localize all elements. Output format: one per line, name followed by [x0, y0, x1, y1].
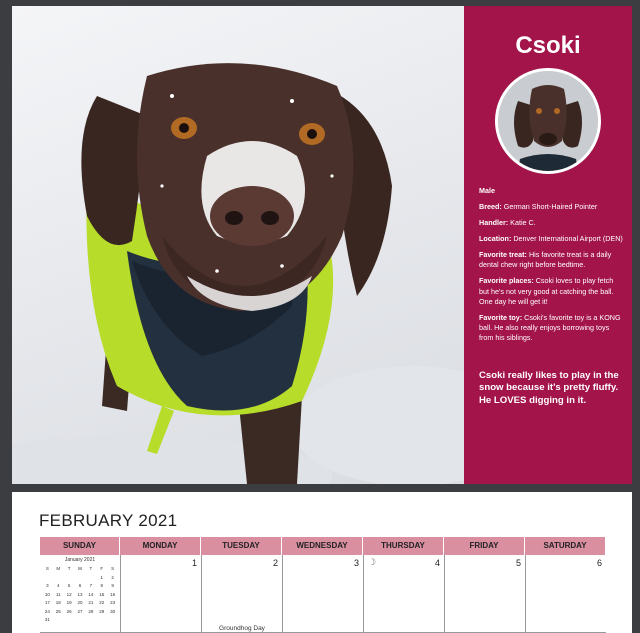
- day-cell[interactable]: [201, 555, 282, 633]
- mini-day: 7: [89, 583, 93, 588]
- mini-calendar-title: January 2021: [64, 557, 96, 563]
- mini-day: [107, 616, 118, 625]
- mini-day: [53, 574, 64, 583]
- day-header-tuesday: TUESDAY: [201, 537, 282, 555]
- mini-day: 27: [77, 608, 83, 614]
- dog-photo: [12, 6, 464, 484]
- mini-day: [42, 574, 53, 583]
- mini-day: [75, 616, 86, 625]
- mini-weekday: M: [56, 566, 61, 571]
- day-cell[interactable]: [282, 555, 363, 633]
- mini-day: 13: [77, 591, 83, 597]
- mini-day: 24: [44, 608, 50, 614]
- mini-day: 21: [88, 600, 94, 605]
- mini-day: 31: [44, 617, 50, 622]
- mini-day: 26: [66, 608, 72, 614]
- mini-day: 14: [88, 591, 94, 597]
- day-number: 5: [515, 558, 521, 568]
- portrait-illustration: [498, 71, 598, 171]
- calendar-top-page: [12, 6, 632, 484]
- mini-day: 3: [46, 583, 49, 588]
- dog-info-panel: [464, 6, 632, 484]
- dog-location: Location: Denver International Airport (DEN): [479, 234, 623, 244]
- mini-calendar-week: [42, 582, 118, 591]
- mini-day: 19: [66, 600, 72, 605]
- mini-day: 10: [44, 591, 50, 597]
- dog-name: Csoki: [515, 32, 581, 59]
- dog-illustration: [12, 6, 464, 484]
- dog-breed: Breed: German Short-Haired Pointer: [479, 202, 598, 212]
- mini-day: 12: [66, 591, 72, 597]
- mini-day: 29: [99, 608, 105, 614]
- mini-day: 22: [99, 600, 105, 605]
- mini-day: 23: [110, 600, 116, 605]
- mini-day: 8: [100, 583, 103, 588]
- dog-sex: Male: [479, 186, 495, 195]
- day-header-friday: FRIDAY: [444, 537, 525, 555]
- dog-portrait: [495, 68, 601, 174]
- mini-day: 16: [110, 591, 116, 597]
- day-cell[interactable]: [363, 555, 444, 633]
- day-cell[interactable]: [40, 555, 120, 633]
- mini-weekday: F: [100, 566, 104, 571]
- day-header-wednesday: WEDNESDAY: [282, 537, 363, 555]
- mini-day: 5: [67, 583, 71, 588]
- calendar-grid: [40, 537, 606, 633]
- day-header-saturday: SATURDAY: [525, 537, 606, 555]
- mini-day: [64, 616, 75, 625]
- mini-calendar-week: [42, 608, 118, 617]
- mini-day: 2: [111, 574, 114, 580]
- mini-day: 18: [55, 600, 61, 605]
- day-number: 4: [434, 558, 440, 568]
- day-header-thursday: THURSDAY: [363, 537, 444, 555]
- mini-day: 11: [55, 591, 61, 597]
- dog-favorite-treat: Favorite treat: His favorite treat is a daily dental chew right before bedtime.: [479, 250, 612, 270]
- dog-facts: [479, 186, 625, 349]
- day-number: 6: [596, 558, 602, 568]
- mini-day: 15: [99, 591, 105, 597]
- mini-day: 1: [100, 574, 103, 580]
- mini-day: [96, 616, 107, 625]
- mini-weekday: S: [45, 566, 49, 571]
- mini-calendar-week: [42, 591, 118, 600]
- dog-handler: Handler: Katie C.: [479, 218, 536, 228]
- day-cell[interactable]: [525, 555, 606, 633]
- mini-day: [64, 574, 75, 583]
- mini-weekday: T: [67, 566, 71, 571]
- mini-day: [75, 574, 86, 583]
- mini-day: 9: [111, 583, 114, 588]
- mini-weekday: T: [89, 566, 93, 571]
- mini-day: 30: [110, 608, 116, 614]
- day-cell[interactable]: [120, 555, 201, 633]
- mini-day: 28: [88, 608, 94, 614]
- mini-calendar-week: [42, 616, 118, 625]
- mini-day: 17: [44, 600, 50, 605]
- month-title: FEBRUARY 2021: [39, 511, 178, 530]
- dog-favorite-toy: Favorite toy: Csoki's favorite toy is a KONG ball. He also really enjoys borrowing toys from his siblings.: [479, 312, 621, 342]
- mini-day: 25: [55, 608, 61, 614]
- mini-day: 20: [77, 600, 83, 605]
- mini-calendar-weekdays: [42, 565, 118, 574]
- mini-calendar-week: [42, 599, 118, 608]
- day-number: 1: [191, 558, 197, 568]
- mini-day: 4: [57, 583, 60, 588]
- mini-weekday: S: [111, 566, 115, 571]
- mini-day: [85, 574, 96, 583]
- mini-calendar-week: [42, 574, 118, 583]
- dog-favorite-places: Favorite places: Csoki loves to play fetch but he's not very good at catching the ball. One day he will get it!: [479, 276, 614, 306]
- calendar-month-page: [12, 492, 632, 633]
- holiday-label: Groundhog Day: [219, 625, 265, 632]
- day-header-monday: MONDAY: [120, 537, 201, 555]
- mini-day: [85, 616, 96, 625]
- mini-calendar-previous-month: [42, 557, 118, 625]
- mini-weekday: W: [77, 566, 83, 571]
- day-header-sunday: SUNDAY: [40, 537, 120, 555]
- moon-phase-icon: ☽: [368, 557, 377, 567]
- day-number: 2: [272, 558, 278, 568]
- mini-day: 6: [78, 583, 82, 588]
- day-number: 3: [353, 558, 359, 568]
- mini-day: [53, 616, 64, 625]
- dog-quote: Csoki really likes to play in the snow because it's pretty fluffy. He LOVES digging in it.: [479, 370, 619, 406]
- day-cell[interactable]: [444, 555, 525, 633]
